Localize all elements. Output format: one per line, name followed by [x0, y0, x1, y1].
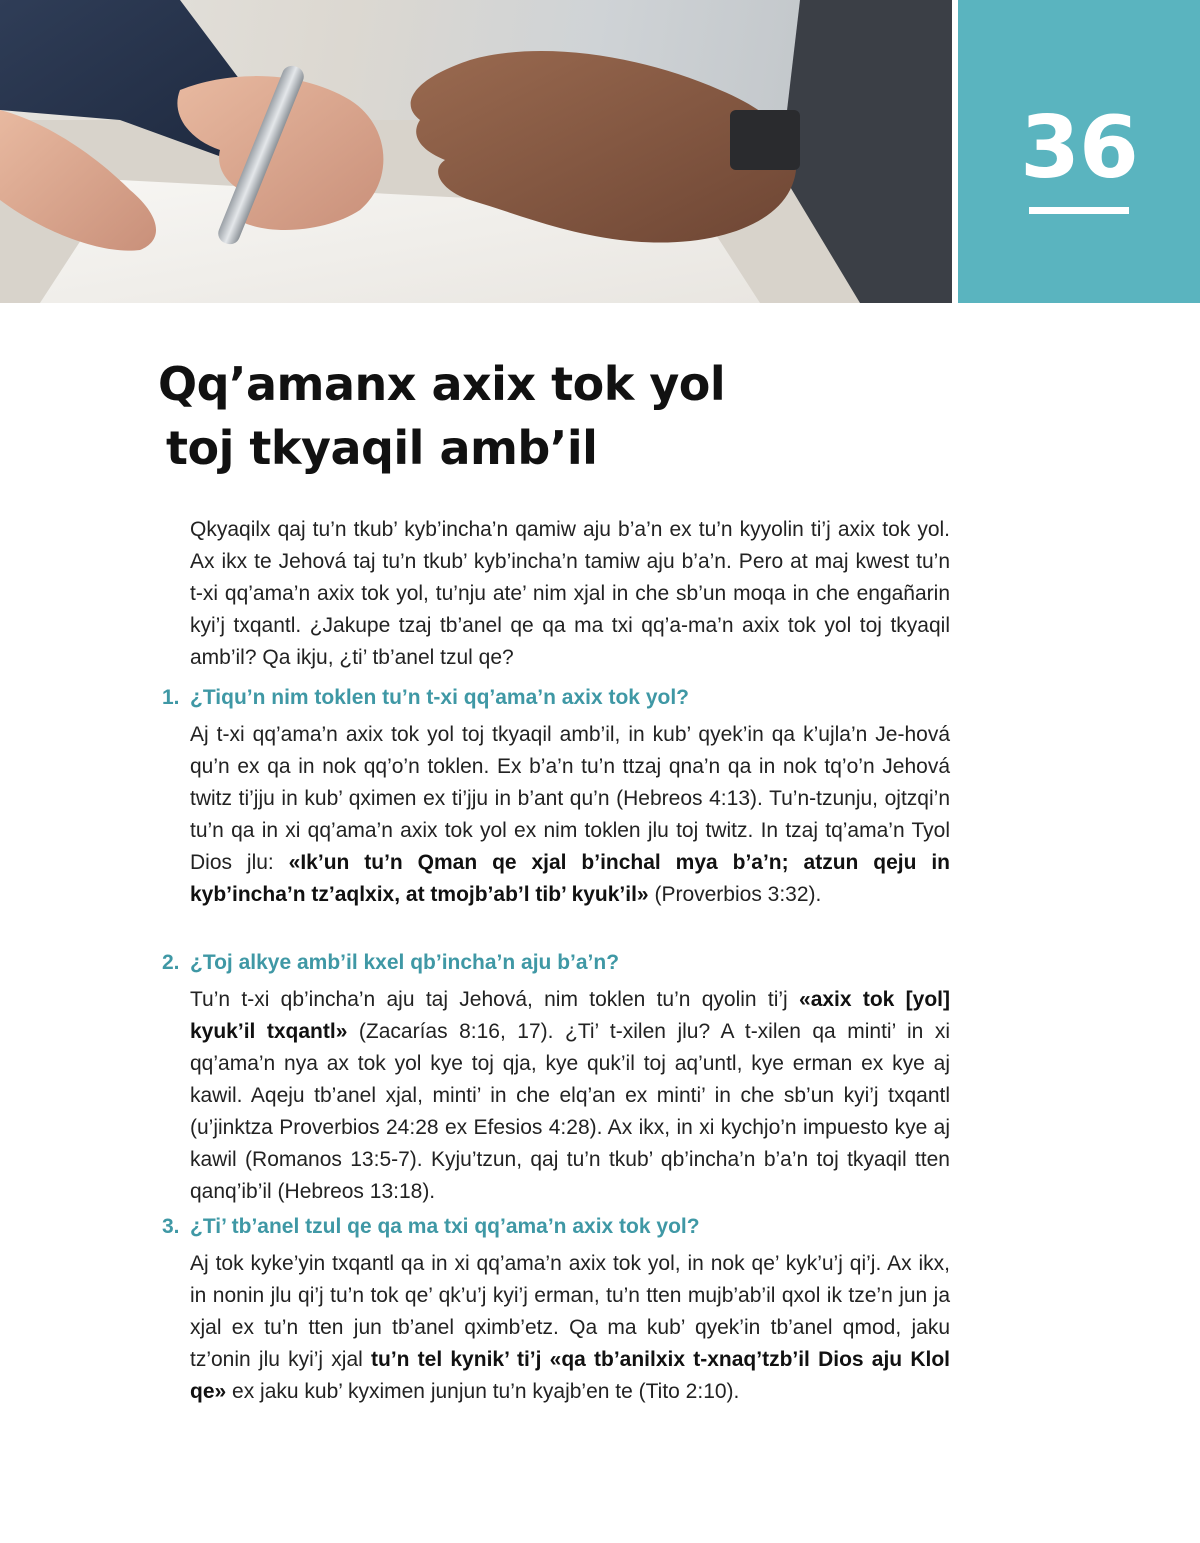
section-2: [162, 948, 950, 1208]
title-line-2: toj tkyaqil amb’il: [166, 421, 598, 475]
chapter-badge: [958, 0, 1200, 303]
section-question: [162, 948, 950, 978]
title-line-1: Qq’amanx axix tok yol: [158, 357, 726, 411]
paragraph-text-end: ex jaku kub’ kyximen junjun tu’n kyajb’en te (Tito 2:10).: [226, 1380, 740, 1403]
section-paragraph: [190, 984, 950, 1208]
section-question-text: ¿Ti’ tb’anel tzul qe qa ma txi qq’ama’n axix tok yol?: [190, 1215, 700, 1238]
scripture-quote: «axix tok [yol] kyuk’il txqantl»: [190, 988, 950, 1043]
paragraph-text: Tu’n t-xi qb’incha’n aju taj Jehová, nim toklen tu’n qyolin ti’j: [190, 988, 800, 1011]
chapter-underline: [1029, 207, 1129, 214]
section-number: 1.: [162, 686, 180, 709]
section-question-text: ¿Tiqu’n nim toklen tu’n t-xi qq’ama’n axix tok yol?: [190, 686, 689, 709]
chapter-number: 36: [1020, 98, 1138, 198]
paragraph-text: Aj t-xi qq’ama’n axix tok yol toj tkyaqil amb’il, in kub’ qyek’in qa k’ujla’n Je-hová qu’n ex qa in nok qq’o’n toklen. Ex b’a’n tu’n ttzaj qna’n qa in nok tq’o’n Jehová twitz ti’jju in kub’ qximen ex ti’jju in b’ant qu’n (Hebreos 4:13). Tu’n-tzunju, ojtzqi’n tu’n qa in xi qq’ama’n axix tok yol ex nim toklen jlu toj twitz. In tzaj tq’ama’n Tyol Dios jlu:: [190, 723, 950, 874]
section-question: [162, 683, 950, 713]
section-3: [162, 1212, 950, 1408]
hero-photo: [0, 0, 952, 303]
paragraph-text-end: (Zacarías 8:16, 17). ¿Ti’ t-xilen jlu? A t-xilen qa minti’ in xi qq’ama’n nya ax tok yol kye toj qja, kye quk’il toj aq’untl, kye erman ex kye aj kawil. Aqeju tb’anel xjal, minti’ in che elq’an ex minti’ in che sb’un kyi’j txqantl (u’jinktza Proverbios 24:28 ex Efesios 4:28). Ax ikx, in xi kychjo’n impuesto kye aj kawil (Romanos 13:5-7). Kyju’tzun, qaj tu’n tkub’ qb’incha’n b’a’n toj tkyaqil tten qanq’ib’il (Hebreos 13:18).: [190, 1020, 950, 1203]
scripture-quote: tu’n tel kynik’ ti’j «qa tb’anilxix t-xnaq’tzb’il Dios aju Klol qe»: [190, 1348, 950, 1403]
paragraph-text: Aj tok kyke’yin txqantl qa in xi qq’ama’n axix tok yol, in nok qe’ kyk’u’j qi’j. Ax ikx, in nonin jlu qi’j tu’n tok qe’ qk’u’j kyi’j erman, tu’n tten mujb’ab’il qxol ik tze’n jun ja xjal ex tu’n tten jun tb’anel qximb’etz. Qa ma kub’ qyek’in tb’anel qmod, jaku tz’onin jlu kyi’j xjal: [190, 1252, 950, 1371]
section-number: 2.: [162, 951, 180, 974]
section-paragraph: [190, 1248, 950, 1408]
section-paragraph: [190, 719, 950, 911]
section-question-text: ¿Toj alkye amb’il kxel qb’incha’n aju b’a’n?: [190, 951, 620, 974]
section-number: 3.: [162, 1215, 180, 1238]
paragraph-text-end: (Proverbios 3:32).: [648, 883, 822, 906]
scripture-quote: «Ik’un tu’n Qman qe xjal b’inchal mya b’a’n; atzun qeju in kyb’incha’n tz’aqlxix, at tmojb’ab’l tib’ kyuk’il»: [190, 851, 950, 906]
page-title: [158, 352, 858, 480]
section-question: [162, 1212, 950, 1242]
handshake-photo-illustration: [0, 0, 952, 303]
intro-paragraph: Qkyaqilx qaj tu’n tkub’ kyb’incha’n qamiw aju b’a’n ex tu’n kyyolin ti’j axix tok yol. Ax ikx te Jehová taj tu’n tkub’ kyb’incha’n tamiw aju b’a’n. Pero at maj kwest tu’n t-xi qq’ama’n axix tok yol, tu’nju ate’ nim xjal in che sb’un moqa in che engañarin kyi’j txqantl. ¿Jakupe tzaj tb’anel qe qa ma txi qq’a-ma’n axix tok yol toj tkyaqil amb’il? Qa ikju, ¿ti’ tb’anel tzul qe?: [190, 518, 950, 669]
section-1: [162, 683, 950, 911]
